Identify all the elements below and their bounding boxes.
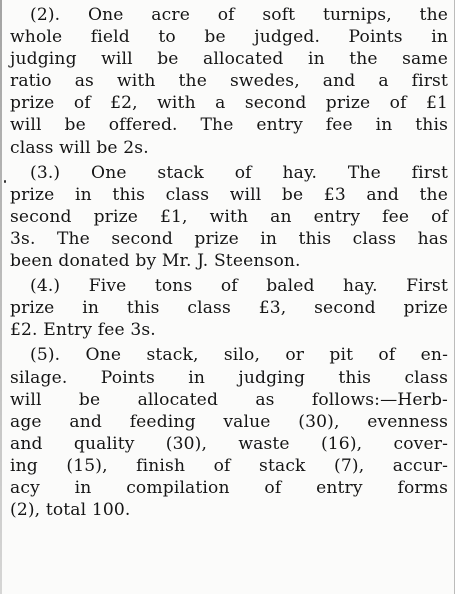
text-line: ing (15), finish of stack (7), accur- [10,455,448,476]
text-line: 3s. The second prize in this class has [10,228,448,249]
text-line: silage. Points in judging this class [10,367,448,388]
text-line: class will be 2s. [10,137,149,158]
text-line: prize in this class £3, second prize [10,298,448,319]
text-line: prize of £2, with a second prize of £1 [10,93,448,114]
text-line: (3.) One stack of hay. The first [30,162,448,183]
text-line: (2), total 100. [10,500,131,521]
text-line: (2). One acre of soft turnips, the [30,5,448,25]
text-line: will be offered. The entry fee in this [10,115,448,136]
text-line: age and feeding value (30), evenness [10,411,448,432]
text-line: (4.) Five tons of baled hay. First [30,276,448,297]
text-line: second prize £1, with an entry fee of [10,206,448,227]
left-edge-rule [0,0,2,594]
paragraph-soft-turnips [10,4,448,159]
text-line: acy in compilation of entry forms [10,477,448,498]
paragraph-stack-of-hay [10,162,448,272]
text-line: (5). One stack, silo, or pit of en- [30,345,448,366]
text-line: been donated by Mr. J. Steenson. [10,251,301,272]
paragraph-baled-hay [10,275,448,341]
text-line: ratio as with the swedes, and a first [10,71,448,92]
text-line: will be allocated as follows:—Herb- [10,389,448,410]
text-column [10,4,448,521]
print-speck [4,180,6,183]
text-line: and quality (30), waste (16), cover- [10,433,448,454]
text-line: whole field to be judged. Points in [10,27,448,48]
paragraph-ensilage [10,344,448,521]
text-line: £2. Entry fee 3s. [10,320,156,341]
text-line: prize in this class will be £3 and the [10,184,448,205]
text-line: judging will be allocated in the same [10,49,448,70]
